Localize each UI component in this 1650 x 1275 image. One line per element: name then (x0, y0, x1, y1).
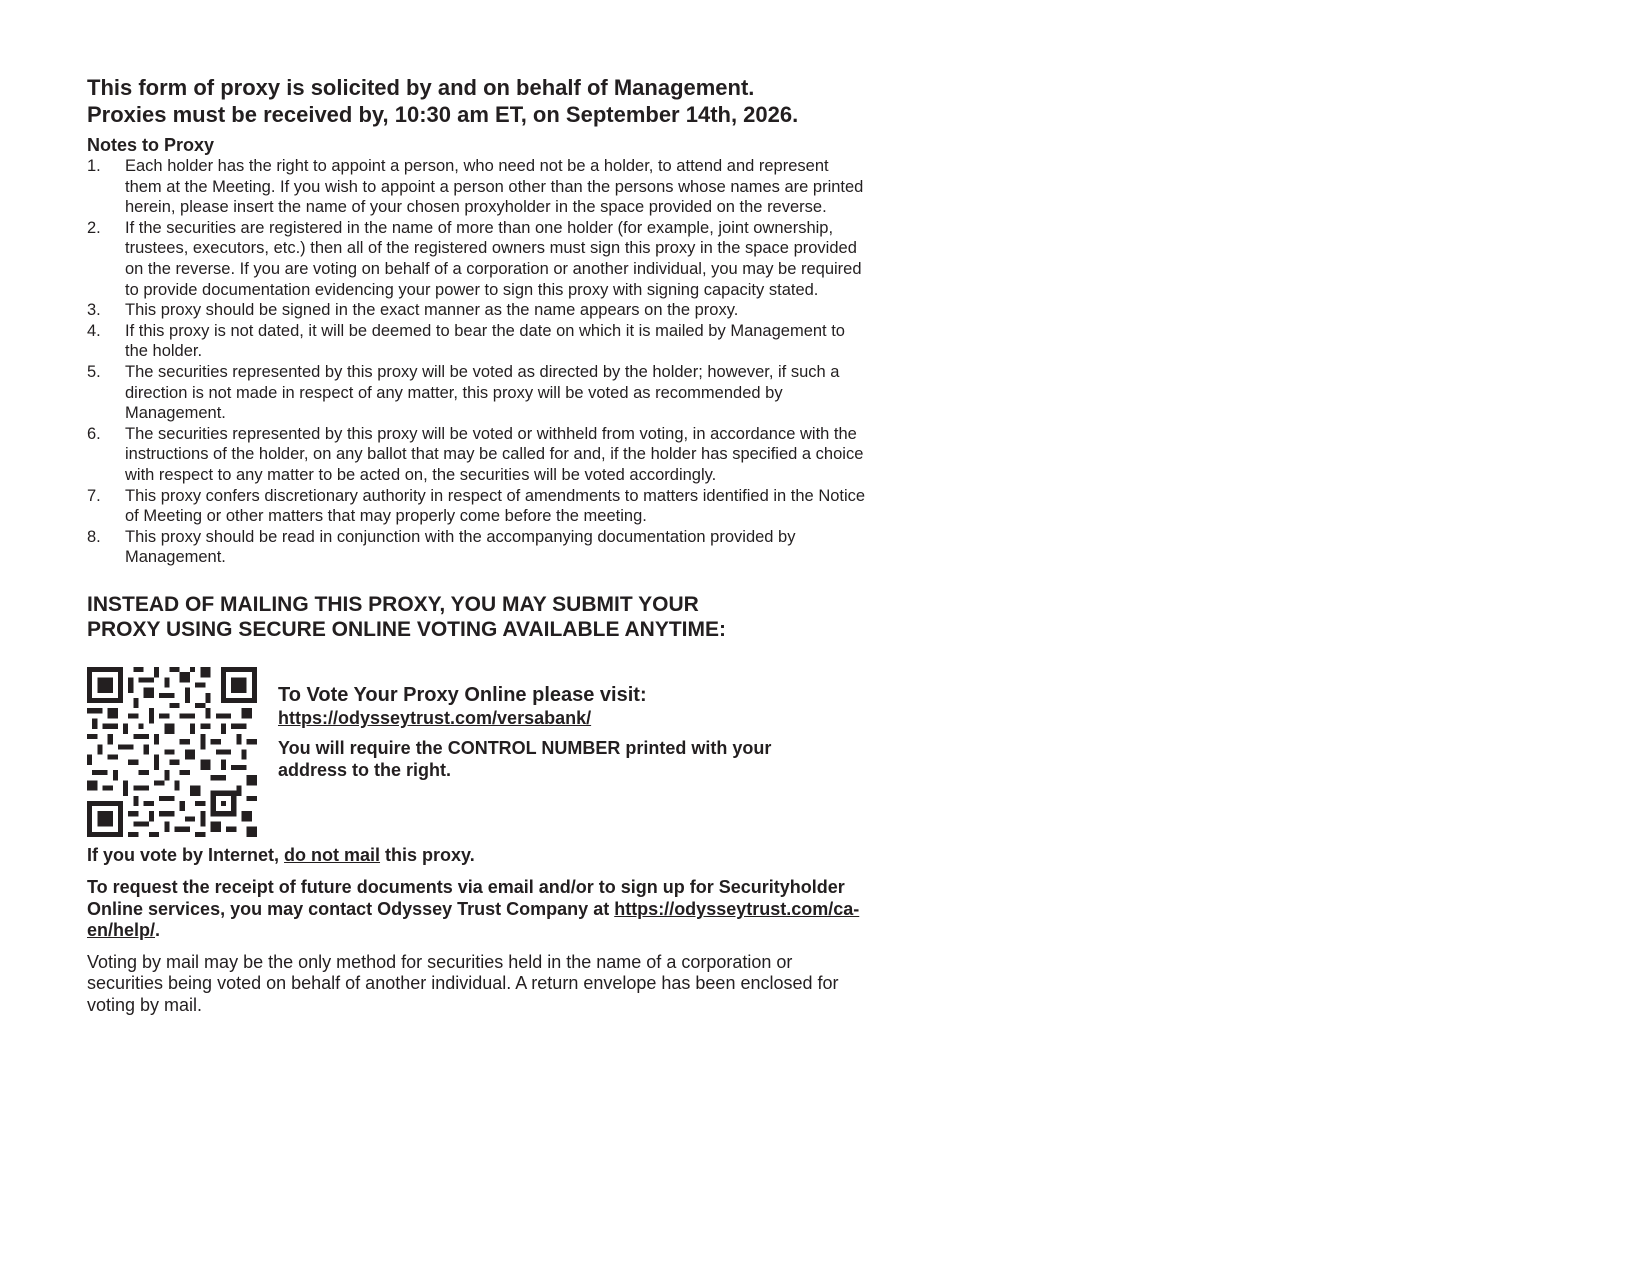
note-item (87, 300, 867, 321)
mail-voting-note: Voting by mail may be the only method for securities held in the name of a corporation or securities being voted on behalf of another individual. A return envelope has been enclosed for voting by mail. (87, 951, 839, 1015)
note-number: 8. (87, 527, 101, 546)
note-item (87, 321, 867, 362)
note-text: The securities represented by this proxy will be voted or withheld from voting, in accordance with the instructions of the holder, on any ballot that may be called for and, if the holder has specified a choice with respect to any matter to be acted on, the securities will be voted accordingly. (125, 424, 864, 484)
online-vote-section (87, 667, 867, 845)
future-documents-request (87, 877, 867, 942)
control-number-note: You will require the CONTROL NUMBER printed with your address to the right. (278, 737, 772, 780)
note-item (87, 156, 867, 218)
online-heading-line-1: INSTEAD OF MAILING THIS PROXY, YOU MAY SUBMIT YOUR (87, 592, 699, 616)
help-url-link[interactable]: https://odysseytrust.com/ca-en/help/ (87, 898, 860, 941)
note-number: 5. (87, 362, 101, 381)
note-text: If the securities are registered in the name of more than one holder (for example, joint ownership, trustees, executors, etc.) then all of the registered owners must sign this proxy in the space provided on the reverse. If you are voting on behalf of a corporation or another individual, you may be required to provide documentation evidencing your power to sign this proxy with signing capacity stated. (125, 218, 862, 299)
proxy-notes-panel (87, 74, 867, 1016)
request-text-end: . (155, 920, 161, 941)
note-text: This proxy should be read in conjunction with the accompanying documentation provided by Management. (125, 527, 796, 567)
note-item (87, 218, 867, 300)
deadline-line: Proxies must be received by, 10:30 am ET, on September 14th, 2026. (87, 102, 799, 127)
solicitation-line: This form of proxy is solicited by and on behalf of Management. (87, 75, 755, 100)
internet-note-after: this proxy. (380, 844, 475, 865)
qr-code-icon[interactable] (87, 667, 257, 837)
notes-list (87, 156, 867, 568)
request-text: To request the receipt of future documents via email and/or to sign up for Securityholder Online services, you may contact Odyssey Trust Company at (87, 877, 845, 919)
online-voting-heading (87, 592, 867, 643)
note-number: 4. (87, 321, 101, 340)
note-item (87, 527, 867, 568)
note-text: This proxy confers discretionary authority in respect of amendments to matters identified in the Notice of Meeting or other matters that may properly come before the meeting. (125, 486, 866, 526)
internet-note-before: If you vote by Internet, (87, 844, 285, 865)
note-number: 3. (87, 301, 101, 320)
note-text: This proxy should be signed in the exact manner as the name appears on the proxy. (125, 301, 739, 320)
voting-url-link[interactable]: https://odysseytrust.com/versabank/ (278, 707, 592, 728)
note-item (87, 362, 867, 424)
notes-title: Notes to Proxy (87, 135, 215, 155)
internet-vote-note (87, 845, 867, 867)
do-not-mail-text: do not mail (284, 844, 381, 865)
note-item (87, 486, 867, 527)
online-vote-instructions (278, 683, 838, 781)
note-item (87, 424, 867, 486)
note-text: The securities represented by this proxy will be voted as directed by the holder; however, if such a direction is not made in respect of any matter, this proxy will be voted as recommended by Management. (125, 362, 840, 423)
note-number: 1. (87, 157, 101, 175)
note-text: If this proxy is not dated, it will be deemed to bear the date on which it is mailed by Management to the holder. (125, 321, 845, 361)
vote-online-title: To Vote Your Proxy Online please visit: (278, 683, 647, 706)
note-number: 6. (87, 424, 101, 443)
solicitation-heading (87, 74, 867, 128)
online-heading-line-2: PROXY USING SECURE ONLINE VOTING AVAILABLE ANYTIME: (87, 618, 726, 642)
note-number: 2. (87, 218, 101, 237)
note-text: Each holder has the right to appoint a person, who need not be a holder, to attend and represent them at the Meeting. If you wish to appoint a person other than the persons whose names are printed herein, please insert the name of your chosen proxyholder in the space provided on the reverse. (125, 157, 864, 217)
note-number: 7. (87, 486, 101, 505)
